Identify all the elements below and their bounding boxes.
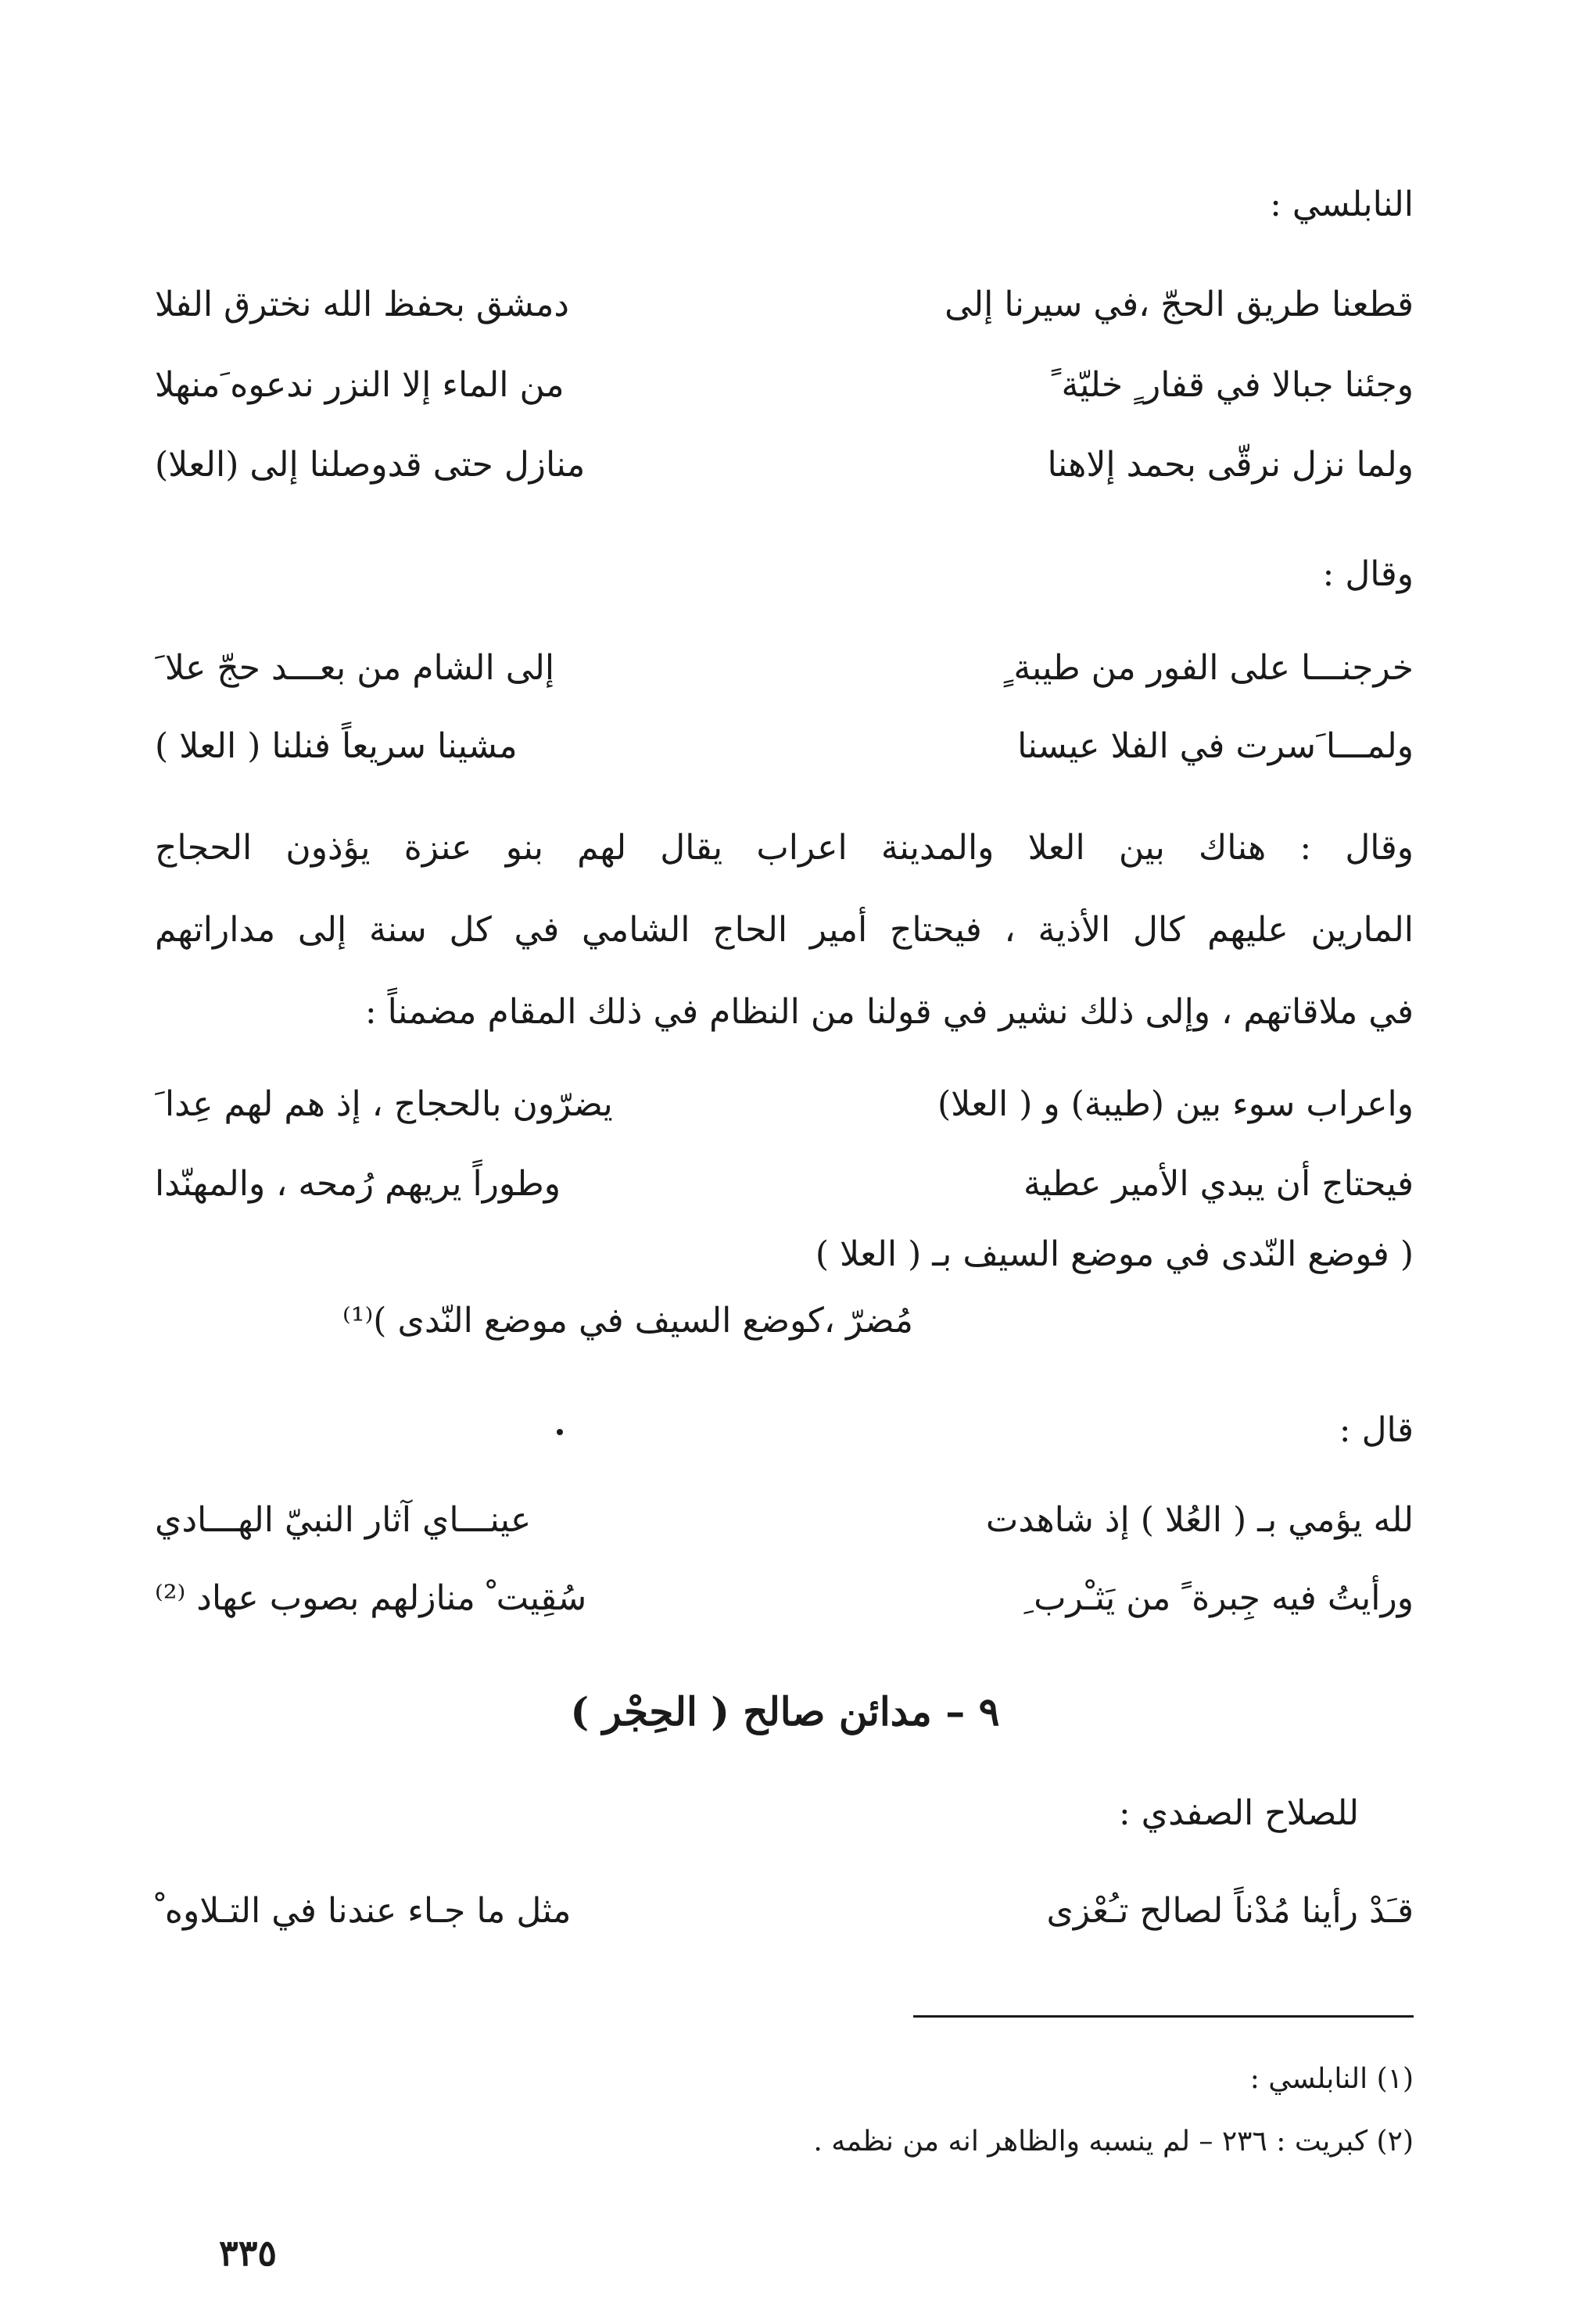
poet-attribution: النابلسي : xyxy=(1270,184,1414,224)
verse-first-hemistich: لله يؤمي بـ ( العُلا ) إذ شاهدت xyxy=(985,1500,1414,1540)
poet-attribution: للصلاح الصفدي : xyxy=(1118,1793,1359,1833)
verse-line xyxy=(155,641,1414,696)
verse-line xyxy=(155,1157,1414,1212)
verse-second-hemistich: سُقِيت ْ منازلهم بصوب عهاد ⁽²⁾ xyxy=(155,1578,587,1618)
section-heading: ٩ – مدائن صالح ( الحِجْر ) xyxy=(570,1688,1000,1735)
verse-first-hemistich: ولمـــا َسرت في الفلا عيسنا xyxy=(1017,726,1414,766)
verse-line xyxy=(155,438,1414,492)
verse-first-hemistich: وجئنا جبالا في قفار ٍ خليّة ً xyxy=(1051,365,1414,405)
prose-line: المارين عليهم كال الأذية ، فيحتاج أمير الحاج الشامي في كل سنة إلى مداراتهم xyxy=(155,910,1414,950)
verse-second-hemistich: عينـــاي آثار النبيّ الهـــادي xyxy=(155,1500,532,1540)
verse-line xyxy=(155,1571,1414,1626)
verse-line xyxy=(155,1493,1414,1548)
verse-line xyxy=(155,1227,1414,1282)
verse-second-hemistich: وطوراً يريهم رُمحه ، والمهنّدا xyxy=(155,1164,561,1204)
verse-second-hemistich: يضرّون بالحجاج ، إذ هم لهم عِدا َ xyxy=(155,1084,613,1124)
verse-first-hemistich: ولما نزل نرقّى بحمد إلاهنا xyxy=(1047,445,1414,485)
verse-line xyxy=(155,1077,1414,1132)
verse-second-hemistich: منازل حتى قدوصلنا إلى (العلا) xyxy=(155,445,586,485)
verse-first-hemistich: ( فوضع النّدى في موضع السيف بـ ( العلا ) xyxy=(815,1234,1414,1274)
verse-second-hemistich: من الماء إلا النزر ندعوه َمنهلا xyxy=(155,365,565,405)
verse-second-hemistich: إلى الشام من بعـــد حجّ علا َ xyxy=(155,648,555,688)
verse-second-hemistich: مثل ما جـاء عندنا في التـلاوه ْ xyxy=(155,1891,572,1931)
verse-first-hemistich: واعراب سوء بين (طيبة) و ( العلا) xyxy=(937,1084,1414,1124)
footnote-1: (١) النابلسي : xyxy=(1249,2063,1414,2095)
verse-line xyxy=(155,1294,1414,1348)
page-number: ٣٣٥ xyxy=(219,2232,278,2274)
prose-line: وقال : هناك بين العلا والمدينة اعراب يقال لهم بنو عنزة يؤذون الحجاج xyxy=(155,828,1414,868)
footnote-separator xyxy=(913,2015,1414,2018)
poet-attribution: وقال : xyxy=(1322,554,1414,594)
verse-second-hemistich: دمشق بحفظ الله نخترق الفلا xyxy=(155,285,569,324)
verse-line xyxy=(155,278,1414,332)
poet-attribution: قال : xyxy=(1339,1410,1414,1450)
verse-first-hemistich: فيحتاج أن يبدي الأمير عطية xyxy=(1023,1164,1414,1204)
verse-line xyxy=(155,358,1414,413)
verse-first-hemistich: ورأيتُ فيه جِبرة ً من يَثـْرب ِ xyxy=(1023,1578,1414,1618)
footnote-2: (٢) كبريت : ٢٣٦ – لم ينسبه والظاهر انه من نظمه . xyxy=(813,2125,1414,2157)
ink-dot xyxy=(557,1429,563,1435)
prose-line: في ملاقاتهم ، وإلى ذلك نشير في قولنا من النظام في ذلك المقام مضمناً : xyxy=(364,992,1414,1032)
verse-first-hemistich: قطعنا طريق الحجّ ،في سيرنا إلى xyxy=(945,285,1414,324)
verse-first-hemistich: خرجنـــا على الفور من طيبة ٍ xyxy=(1003,648,1414,688)
verse-first-hemistich: قـَدْ رأينا مُدْناً لصالح تـُعْزى xyxy=(1046,1891,1414,1931)
verse-line xyxy=(155,719,1414,774)
verse-second-hemistich: مُضرّ ،كوضع السيف في موضع النّدى )⁽¹⁾ xyxy=(342,1301,913,1341)
verse-second-hemistich: مشينا سريعاً فنلنا ( العلا ) xyxy=(155,726,518,766)
verse-line xyxy=(155,1884,1414,1939)
